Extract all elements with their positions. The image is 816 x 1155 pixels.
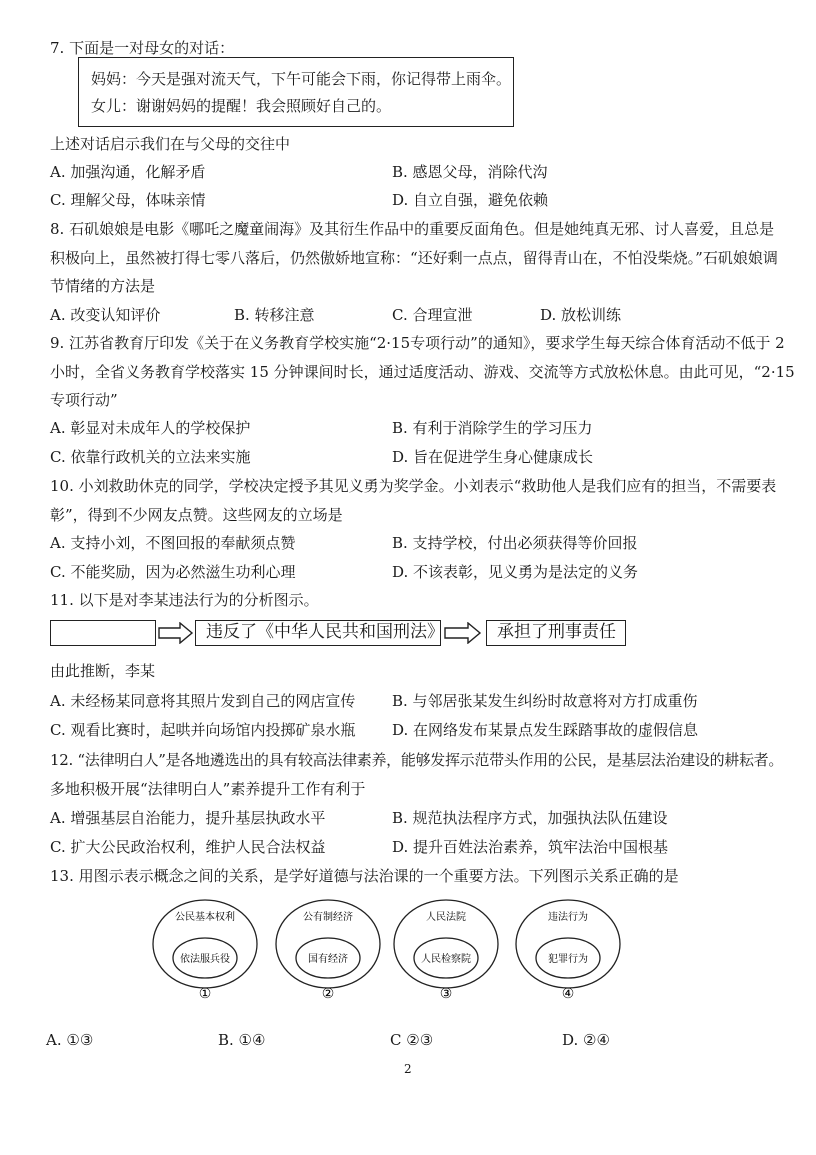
q7-option-a[interactable]: A. 加强沟通，化解矛盾	[50, 163, 206, 181]
venn-2-outer-label: 公有制经济	[303, 912, 353, 923]
q11-arrow-1-icon	[158, 622, 194, 644]
q7-option-d[interactable]: D. 自立自强，避免依赖	[392, 191, 549, 209]
q12-stem-line-1: 12. “法律明白人”是各地遴选出的具有较高法律素养，能够发挥示范带头作用的公民，是基层法治建设的耕耘者。	[50, 751, 784, 769]
q11-arrow-2-icon	[444, 622, 482, 644]
venn-4-inner-label: 犯罪行为	[548, 954, 588, 965]
q7-dialog-box	[78, 57, 514, 127]
q11-flow-blank-box	[50, 620, 156, 646]
q8-option-b[interactable]: B. 转移注意	[234, 306, 315, 324]
q8-stem-line-3: 节情绪的方法是	[50, 277, 156, 295]
q7-dialog-daughter: 女儿：谢谢妈妈的提醒！我会照顾好自己的。	[91, 97, 392, 115]
q7-dialog-mother: 妈妈：今天是强对流天气，下午可能会下雨，你记得带上雨伞。	[91, 70, 512, 88]
q8-option-c[interactable]: C. 合理宣泄	[392, 306, 473, 324]
q9-option-d[interactable]: D. 旨在促进学生身心健康成长	[392, 448, 594, 466]
q9-option-b[interactable]: B. 有利于消除学生的学习压力	[392, 419, 593, 437]
q11-option-b[interactable]: B. 与邻居张某发生纠纷时故意将对方打成重伤	[392, 692, 698, 710]
q9-stem-line-2: 小时，全省义务教育学校落实 15 分钟课间时长，通过适度活动、游戏、交流等方式放松休息。由此可见，“2·15	[50, 363, 795, 381]
q7-stem: 7. 下面是一对母女的对话：	[50, 39, 235, 57]
q9-stem-line-3: 专项行动”	[50, 391, 118, 409]
q7-option-c[interactable]: C. 理解父母，体味亲情	[50, 191, 206, 209]
q9-option-c[interactable]: C. 依靠行政机关的立法来实施	[50, 448, 251, 466]
q8-option-a[interactable]: A. 改变认知评价	[50, 306, 161, 324]
q8-stem-line-2: 积极向上，虽然被打得七零八落后，仍然傲娇地宣称：“还好剩一点点，留得青山在，不怕没柴烧。”石矶娘娘调	[50, 249, 778, 267]
venn-1-inner-label: 依法服兵役	[180, 954, 230, 965]
q13-option-d[interactable]: D. ②④	[562, 1031, 610, 1049]
q12-option-b[interactable]: B. 规范执法程序方式，加强执法队伍建设	[392, 809, 668, 827]
q11-flow-liability-box: 承担了刑事责任	[486, 620, 626, 646]
q11-question: 由此推断，李某	[50, 662, 156, 680]
q10-option-a[interactable]: A. 支持小刘，不图回报的奉献须点赞	[50, 534, 296, 552]
q13-venn-diagrams	[140, 896, 630, 1006]
venn-diagram-2	[276, 900, 380, 1002]
q11-option-c[interactable]: C. 观看比赛时，起哄并向场馆内投掷矿泉水瓶	[50, 721, 356, 739]
q10-stem-line-1: 10. 小刘救助休克的同学，学校决定授予其见义勇为奖学金。小刘表示“救助他人是我们应有的担当，不需要表	[50, 477, 777, 495]
q13-option-a[interactable]: A. ①③	[46, 1031, 94, 1049]
q10-stem-line-2: 彰”，得到不少网友点赞。这些网友的立场是	[50, 506, 343, 524]
venn-4-outer-label: 违法行为	[548, 912, 588, 923]
q11-stem: 11. 以下是对李某违法行为的分析图示。	[50, 591, 319, 609]
venn-diagram-4	[516, 900, 620, 1002]
q7-option-b[interactable]: B. 感恩父母，消除代沟	[392, 163, 548, 181]
q13-option-b[interactable]: B. ①④	[218, 1031, 266, 1049]
venn-diagram-1	[153, 900, 257, 1002]
venn-4-number: ④	[561, 986, 575, 1002]
q12-option-d[interactable]: D. 提升百姓法治素养，筑牢法治中国根基	[392, 838, 669, 856]
venn-1-outer-label: 公民基本权利	[175, 912, 235, 923]
q12-stem-line-2: 多地积极开展“法律明白人”素养提升工作有利于	[50, 780, 366, 798]
q11-flow-law-box: 违反了《中华人民共和国刑法》	[195, 620, 441, 646]
q9-option-a[interactable]: A. 彰显对未成年人的学校保护	[50, 419, 251, 437]
q10-option-d[interactable]: D. 不该表彰，见义勇为是法定的义务	[392, 563, 639, 581]
q8-stem-line-1: 8. 石矶娘娘是电影《哪吒之魔童闹海》及其衍生作品中的重要反面角色。但是她纯真无邪、讨人喜爱，且总是	[50, 220, 775, 238]
q12-option-a[interactable]: A. 增强基层自治能力，提升基层执政水平	[50, 809, 326, 827]
q7-question: 上述对话启示我们在与父母的交往中	[50, 135, 291, 153]
venn-3-inner-label: 人民检察院	[421, 954, 471, 965]
q12-option-c[interactable]: C. 扩大公民政治权利，维护人民合法权益	[50, 838, 326, 856]
q10-option-b[interactable]: B. 支持学校，付出必须获得等价回报	[392, 534, 638, 552]
q11-option-d[interactable]: D. 在网络发布某景点发生踩踏事故的虚假信息	[392, 721, 699, 739]
venn-1-number: ①	[198, 986, 212, 1002]
q13-option-c[interactable]: C ②③	[390, 1031, 434, 1049]
venn-2-inner-label: 国有经济	[308, 954, 348, 965]
q9-stem-line-1: 9. 江苏省教育厅印发《关于在义务教育学校实施“2·15专项行动”的通知》，要求学生每天综合体育活动不低于 2	[50, 334, 785, 352]
page-number: 2	[404, 1062, 412, 1076]
venn-2-number: ②	[321, 986, 335, 1002]
venn-3-number: ③	[439, 986, 453, 1002]
q13-stem: 13. 用图示表示概念之间的关系，是学好道德与法治课的一个重要方法。下列图示关系正确的是	[50, 867, 679, 885]
q8-option-d[interactable]: D. 放松训练	[540, 306, 622, 324]
venn-diagram-3	[394, 900, 498, 1002]
venn-3-outer-label: 人民法院	[426, 912, 466, 923]
q10-option-c[interactable]: C. 不能奖励，因为必然滋生功利心理	[50, 563, 296, 581]
q11-option-a[interactable]: A. 未经杨某同意将其照片发到自己的网店宣传	[50, 692, 356, 710]
